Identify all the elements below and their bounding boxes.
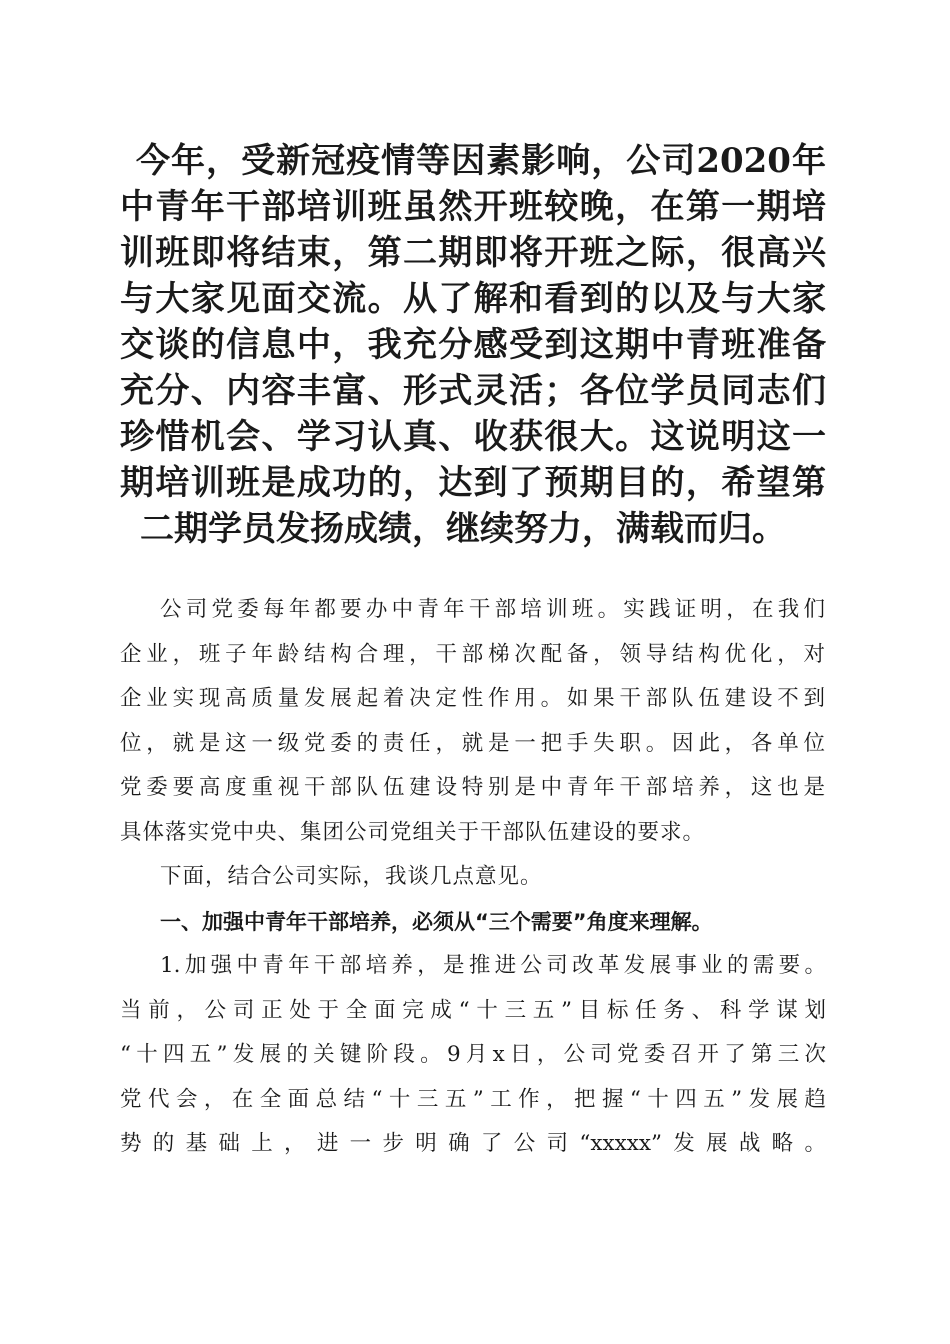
intro-line: 珍惜机会、学习认真、收获很大。这说明这一 (120, 417, 826, 457)
intro-line: 期培训班是成功的，达到了预期目的，希望第 (120, 463, 826, 503)
section-heading: 一、加强中青年干部培养，必须从“三个需要”角度来理解。 (160, 909, 713, 934)
intro-line: 中青年干部培训班虽然开班较晚，在第一期培 (120, 187, 826, 227)
body-text (120, 588, 826, 1167)
body-line: “十四五”发展的关键阶段。9月x日，公司党委召开了第三次 (120, 1042, 826, 1067)
intro-line: 与大家见面交流。从了解和看到的以及与大家 (120, 279, 826, 319)
body-line: 党代会，在全面总结“十三五”工作，把握“十四五”发展趋 (120, 1086, 826, 1112)
body-line: 1.加强中青年干部培养，是推进公司改革发展事业的需要。 (160, 953, 826, 978)
body-line: 党委要高度重视干部队伍建设特别是中青年干部培养，这也是 (120, 775, 826, 800)
body-line: 下面，结合公司实际，我谈几点意见。 (160, 864, 543, 889)
intro-line: 今年，受新冠疫情等因素影响，公司2020年 (136, 141, 826, 181)
body-line: 当前，公司正处于全面完成“十三五”目标任务、科学谋划 (120, 997, 826, 1023)
body-line: 具体落实党中央、集团公司党组关于干部队伍建设的要求。 (120, 819, 706, 845)
intro-line: 充分、内容丰富、形式灵活；各位学员同志们 (120, 371, 826, 411)
body-line: 势的基础上，进一步明确了公司“xxxxx”发展战略。 (120, 1131, 826, 1156)
intro-line: 交谈的信息中，我充分感受到这期中青班准备 (120, 325, 826, 365)
body-line: 企业实现高质量发展起着决定性作用。如果干部队伍建设不到 (120, 686, 826, 711)
body-line: 企业，班子年龄结构合理，干部梯次配备，领导结构优化，对 (120, 641, 826, 667)
intro-line: 二期学员发扬成绩，继续努力，满载而归。 (140, 509, 786, 549)
intro-paragraph (120, 138, 826, 552)
body-line: 公司党委每年都要办中青年干部培训班。实践证明，在我们 (160, 597, 826, 622)
intro-line: 训班即将结束，第二期即将开班之际，很高兴 (120, 233, 826, 273)
body-line: 位，就是这一级党委的责任，就是一把手失职。因此，各单位 (120, 730, 826, 756)
